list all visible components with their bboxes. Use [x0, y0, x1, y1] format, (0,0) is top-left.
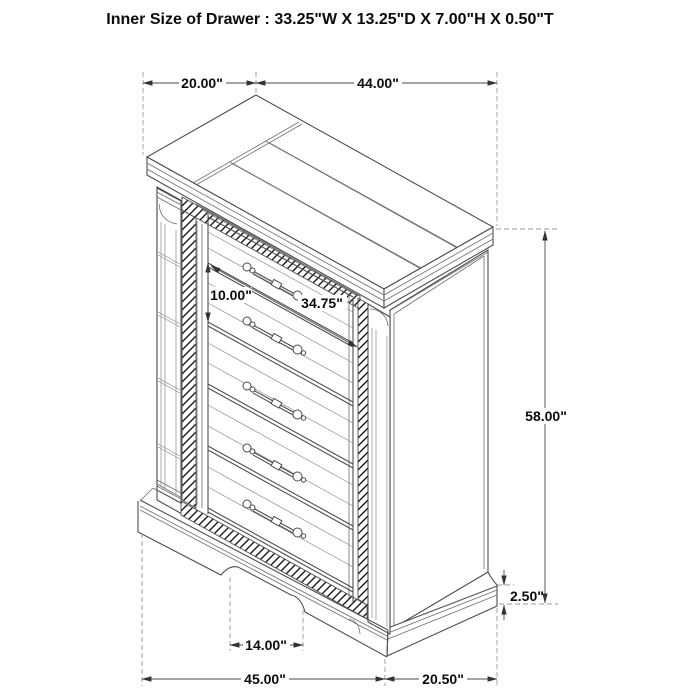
page-title: Inner Size of Drawer : 33.25"W X 13.25"D X 7.00"H X 0.50"T — [106, 11, 554, 28]
side-panel — [390, 250, 498, 630]
drawer-width-label: 34.75" — [301, 295, 343, 311]
base-height-label: 2.50" — [510, 588, 544, 604]
top-depth-label: 20.00" — [181, 75, 223, 91]
arch-width-label: 14.00" — [245, 637, 287, 653]
overall-width-label: 45.00" — [244, 671, 286, 687]
dim-arch-width — [230, 577, 303, 653]
dim-overall-height — [496, 229, 571, 604]
top-width-label: 44.00" — [357, 75, 399, 91]
overall-depth-label: 20.50" — [422, 671, 464, 687]
drawer-height-label: 10.00" — [210, 287, 252, 303]
chest-illustration — [138, 95, 498, 657]
left-pilaster — [157, 188, 181, 503]
dim-base-height — [497, 570, 544, 620]
overall-height-label: 58.00" — [525, 408, 567, 424]
right-pilaster — [368, 304, 390, 634]
